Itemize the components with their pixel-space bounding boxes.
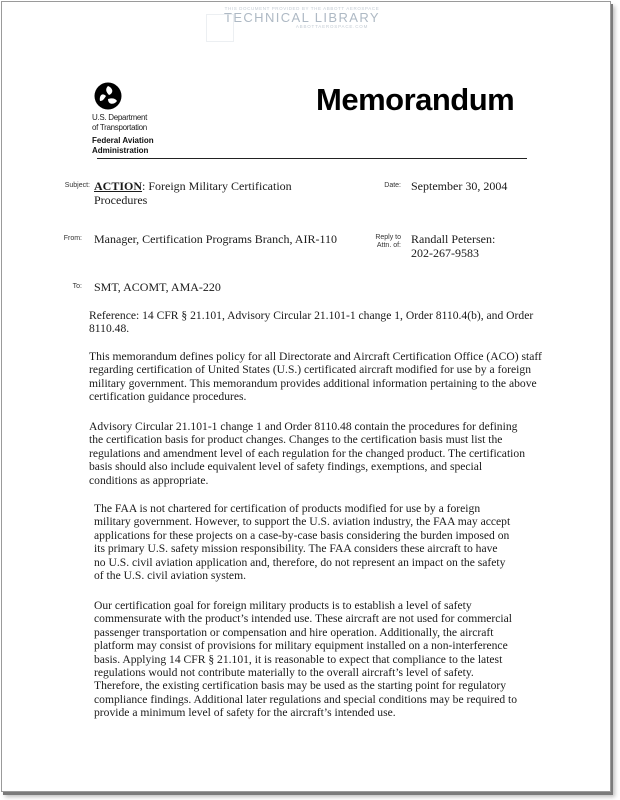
subject-text-line1: : Foreign Military Certification [142, 179, 292, 193]
subject-label: Subject: [64, 182, 90, 189]
technical-library-watermark [202, 6, 402, 42]
reply-to-name: Randall Petersen: [411, 232, 496, 246]
agency-line-4: Administration [92, 146, 149, 155]
library-book-icon [206, 14, 234, 42]
subject-action-keyword: ACTION [94, 179, 143, 193]
to-value: SMT, ACOMT, AMA-220 [94, 280, 221, 294]
reply-to-value [411, 232, 495, 260]
page-title: Memorandum [316, 82, 515, 117]
reply-to-label-line2: Attn. of: [376, 242, 401, 249]
reply-to-label [362, 234, 401, 250]
body-paragraph-3: The FAA is not chartered for certification of products modified for use by a foreign military government. However, to support the U.S. aviation industry, the FAA may accept applications for these projects on a case-by-case basis considering the burden imposed on its primary U.S. safety mission responsibility. The FAA considers these aircraft to have no U.S. civil aviation application and, therefore, do not represent an impact on the safety of the U.S. civil aviation system. [94, 502, 511, 583]
date-value: September 30, 2004 [411, 179, 508, 193]
memo-page [1, 1, 611, 792]
watermark-title: TECHNICAL LIBRARY [223, 10, 380, 25]
reply-to-label-line1: Reply to [375, 234, 401, 241]
agency-name-block [92, 113, 154, 156]
body-paragraph-4: Our certification goal for foreign military products is to establish a level of safety commensurate with the product’s intended use. These aircraft are not used for commercial passenger transportation or compensation and hire operation. Additionally, the aircraft platform may consist of provisions for military equipment installed on a non-interference basis. Applying 14 CFR § 21.101, it is reasonable to expect that compliance to the latest regulations would not contribute materially to the overall aircraft’s level of safety. Therefore, the existing certification basis may be used as the starting point for regulatory compliance findings. Additional later regulations and special conditions may be required to provide a minimum level of safety for the aircraft’s intended use. [94, 599, 518, 720]
dot-triskelion-logo-icon [94, 82, 122, 110]
agency-line-3: Federal Aviation [92, 136, 154, 145]
from-label: From: [63, 235, 82, 242]
date-label: Date: [384, 182, 401, 189]
watermark-provider-text: THIS DOCUMENT PROVIDED BY THE ABBOTT AEROSPACE [224, 6, 380, 11]
watermark-url: ABBOTTAEROSPACE.COM [295, 24, 369, 29]
agency-line-2: of Transportation [92, 123, 147, 132]
to-label: To: [72, 283, 82, 290]
body-paragraph-2: Advisory Circular 21.101-1 change 1 and Order 8110.48 contain the procedures for defining the certification basis for product changes. Changes to the certification basis must list the regulations and amendment level of each regulation for the changed product. The certification basis should also include equivalent level of safety findings, exemptions, and special conditions as appropriate. [89, 420, 525, 487]
subject-text-line2: Procedures [94, 193, 148, 207]
agency-line-1: U.S. Department [92, 113, 148, 122]
from-value: Manager, Certification Programs Branch, AIR-110 [94, 232, 338, 246]
header-divider [97, 158, 527, 159]
subject-value [94, 179, 354, 207]
reference-paragraph: Reference: 14 CFR § 21.101, Advisory Circular 21.101-1 change 1, Order 8110.4(b), and Order 8110.48. [89, 309, 534, 336]
reply-to-phone: 202-267-9583 [411, 246, 479, 260]
body-paragraph-1: This memorandum defines policy for all Directorate and Aircraft Certification Office (ACO) staff regarding certification of United States (U.S.) certificated aircraft modified for use by a foreign military government. This memorandum provides additional information pertaining to the above certification guidance procedures. [89, 350, 542, 404]
